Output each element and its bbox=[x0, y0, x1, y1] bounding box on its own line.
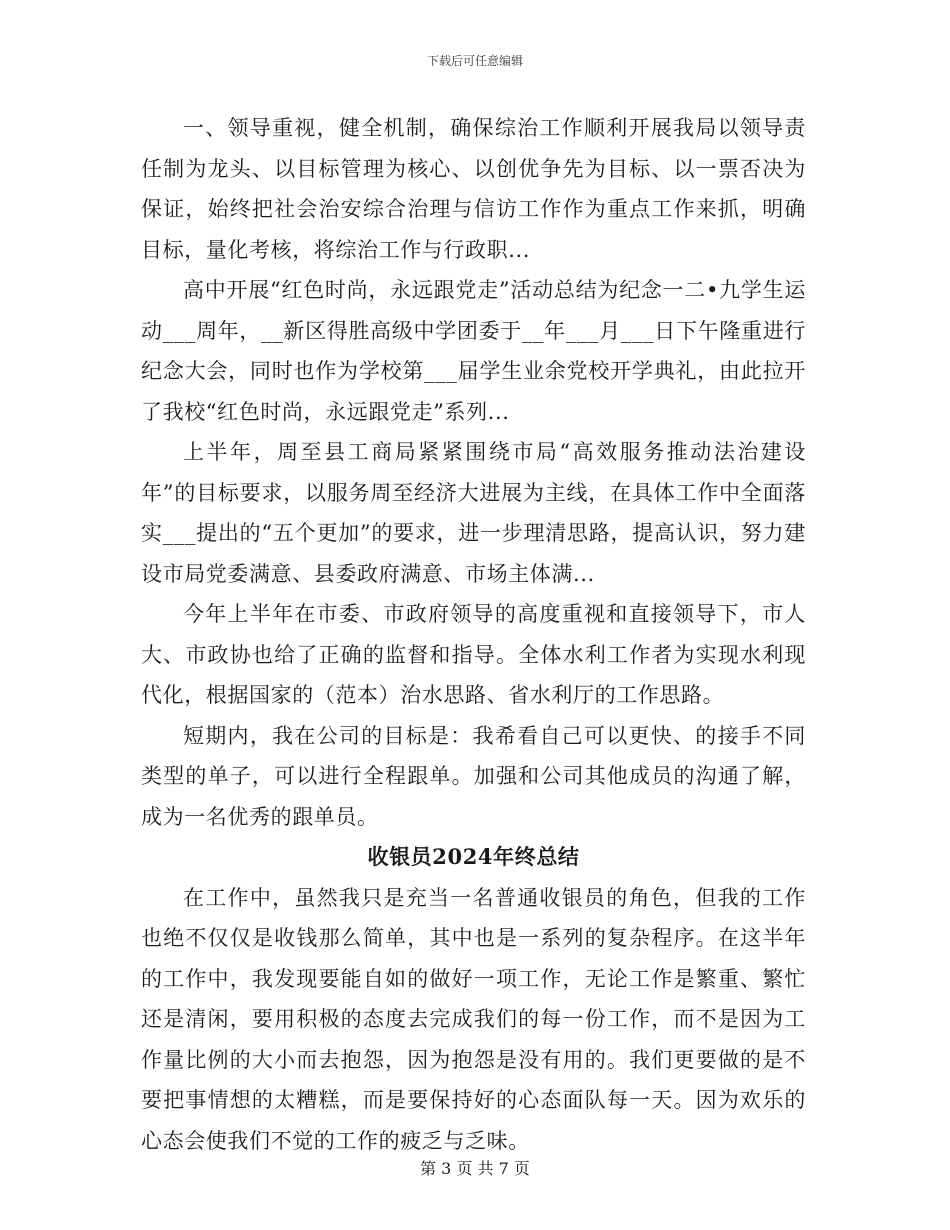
document-body bbox=[141, 108, 806, 1161]
page-header-note: 下载后可任意编辑 bbox=[426, 54, 523, 68]
page-number-footer: 第 3 页 共 7 页 bbox=[420, 1159, 530, 1178]
paragraph-5: 短期内，我在公司的目标是：我希看自己可以更快、的接手不同类型的单子，可以进行全程跟单。加强和公司其他成员的沟通了解，成为一名优秀的跟单员。 bbox=[141, 723, 806, 829]
section-paragraph: 在工作中，虽然我只是充当一名普通收银员的角色，但我的工作也绝不仅仅是收钱那么简单，其中也是一系列的复杂程序。在这半年的工作中，我发现要能自如的做好一项工作，无论工作是繁重、繁忙还是清闲，要用积极的态度去完成我们的每一份工作，而不是因为工作量比例的大小而去抱怨，因为抱怨是没有用的。我们更要做的是不要把事情想的太糟糕，而是要保持好的心态面队每一天。因为欢乐的心态会使我们不觉的工作的疲乏与乏味。 bbox=[141, 885, 806, 1153]
paragraph-4: 今年上半年在市委、市政府领导的高度重视和直接领导下，市人大、市政协也给了正确的监督和指导。全体水利工作者为实现水利现代化，根据国家的（范本）治水思路、省水利厅的工作思路。 bbox=[141, 602, 806, 707]
section-title: 收银员2024年终总结 bbox=[367, 844, 580, 869]
paragraph-3: 上半年，周至县工商局紧紧围绕市局“高效服务推动法治建设年”的目标要求，以服务周至经济大进展为主线，在具体工作中全面落实___提出的“五个更加”的要求，进一步理清思路，提高认识，努力建设市局党委满意、县委政府满意、市场主体满... bbox=[141, 440, 806, 586]
paragraph-2: 高中开展“红色时尚，永远跟党走”活动总结为纪念一二•九学生运动___周年，__新区得胜高级中学团委于__年___月___日下午隆重进行纪念大会，同时也作为学校第___届学生业余党校开学典礼，由此拉开了我校“红色时尚，永远跟党走”系列... bbox=[141, 278, 806, 424]
paragraph-1: 一、领导重视，健全机制，确保综治工作顺利开展我局以领导责任制为龙头、以目标管理为核心、以创优争先为目标、以一票否决为保证，始终把社会治安综合治理与信访工作作为重点工作来抓，明确目标，量化考核，将综治工作与行政职... bbox=[141, 116, 806, 262]
